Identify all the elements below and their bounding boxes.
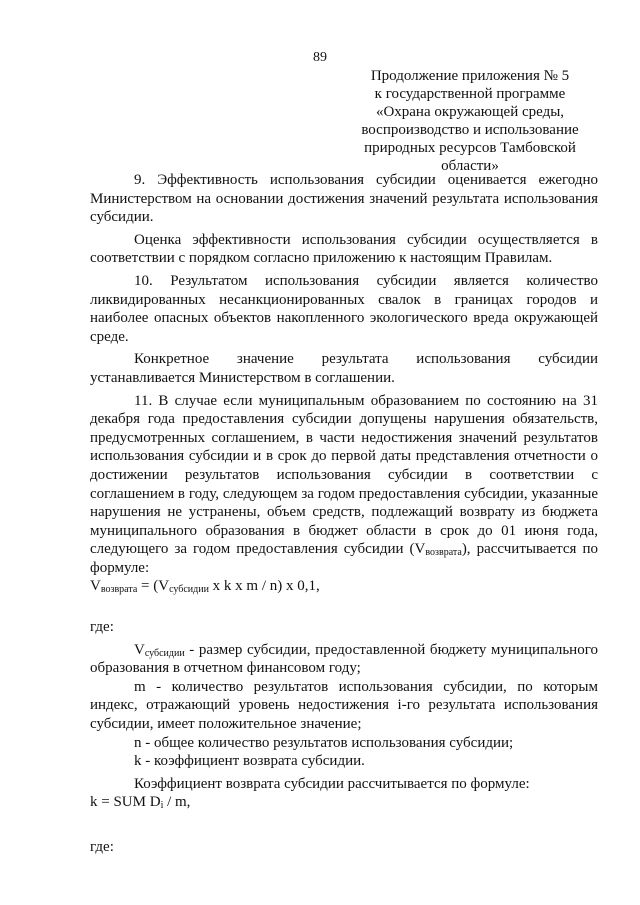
formula-symbol: V (134, 641, 145, 658)
header-line: воспроизводство и использование (361, 122, 579, 138)
formula-part: k = SUM D (90, 794, 161, 811)
header-line: области» (441, 158, 499, 174)
paragraph-10-value: Конкретное значение результата использования субсидии устанавливается Министерством в соглашении. (90, 351, 598, 386)
appendix-header (352, 67, 588, 175)
where-label: где: (90, 619, 114, 636)
header-line: Продолжение приложения № 5 (370, 68, 570, 84)
where-label-2: где: (90, 839, 114, 855)
header-line: к государственной программе (374, 86, 566, 102)
paragraph-11-text: 11. В случае если муниципальным образованием по состоянию на 31 декабря года предоставления субсидии допущены нарушения обязательств, предусмотренных соглашением, в части недостижения значений результатов использования субсидии и в срок до первой даты представления отчетности о достижении результатов использования субсидии в соответствии с соглашением в году, следующем за годом предоставления субсидии, указанные нарушения не устранены, объем средств, подлежащий возврату из бюджета муниципального образования в бюджет области в срок до 01 июня года, следующего за годом предоставления субсидии (V (90, 392, 598, 558)
k-intro: Коэффициент возврата субсидии рассчитывается по формуле: (134, 775, 530, 792)
formula-symbol: V (90, 578, 101, 595)
paragraph-11-end: ), рассчитывается по формуле: (90, 541, 598, 576)
subscript: возврата (425, 547, 462, 559)
definition-v-subsidy (90, 641, 598, 678)
definition-k: k - коэффициент возврата субсидии. (134, 753, 365, 770)
paragraph-10: 10. Результатом использования субсидии является количество ликвидированных несанкционированных свалок в границах городов и наиболее опасных объектов накопленного экологического вреда окружающей среде. (90, 272, 598, 345)
subscript: i (160, 800, 164, 812)
page-number: 89 (313, 50, 327, 65)
subscript: субсидии (169, 584, 209, 596)
paragraph-11 (90, 392, 598, 578)
header-line: природных ресурсов Тамбовской (364, 140, 576, 156)
subscript: субсидии (144, 647, 185, 659)
definition-text: - размер субсидии, предоставленной бюджету муниципального образования в отчетном финансовом году; (90, 641, 598, 677)
return-formula (90, 577, 598, 596)
formula-part: x k x m / n) x 0,1, (208, 578, 320, 595)
definition-m: m - количество результатов использования субсидии, по которым индекс, отражающий уровень недостижения i-го результата использования субсидии, имеет положительное значение; (90, 678, 598, 733)
document-body (90, 171, 598, 857)
k-formula (90, 793, 598, 812)
paragraph-9-evaluation: Оценка эффективности использования субсидии осуществляется в соответствии с порядком согласно приложению к настоящим Правилам. (90, 231, 598, 267)
formula-part: = (V (137, 578, 170, 595)
header-line: «Охрана окружающей среды, (375, 104, 565, 120)
subscript: возврата (100, 584, 138, 596)
definition-n: n - общее количество результатов использования субсидии; (134, 734, 514, 751)
paragraph-9: 9. Эффективность использования субсидии оценивается ежегодно Министерством на основании достижения значений результата использования субсидии. (90, 172, 598, 226)
formula-part: / m, (163, 794, 191, 811)
